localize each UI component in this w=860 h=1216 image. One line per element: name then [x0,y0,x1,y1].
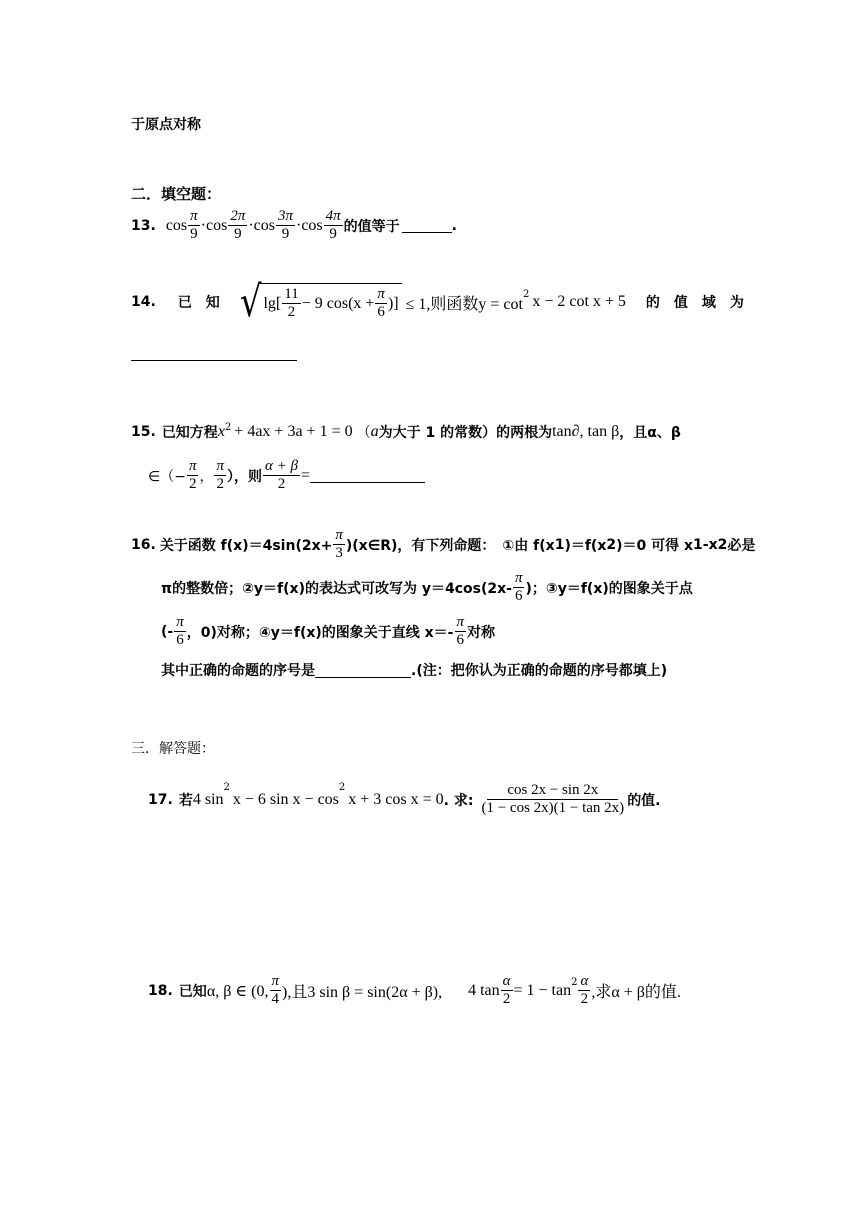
question-17 [148,782,661,817]
expression: 4 tan [468,981,500,999]
section-title-fill-blank: 二．填空题： [131,185,222,203]
radical-sign: √ [239,277,262,327]
subscript: 1 [554,536,565,553]
cos-text: cos [165,216,188,234]
paren: （ [356,425,371,441]
subscript: 2 [717,536,728,553]
lg-text: lg[ [263,294,282,312]
question-text: 的值. [627,792,661,809]
question-text: )；③y＝f(x)的图象关于点 [525,580,693,597]
fraction: $\frac{\pi}{3}$ [335,527,343,561]
question-number: 17. [148,791,173,808]
answer-blank[interactable] [315,663,411,678]
expression: α, β ∈ (0, [206,982,269,1000]
subscript: 1 [693,536,703,553]
comma: ， [199,468,214,485]
section-title-answer: 三．解答题： [131,741,215,757]
fraction: $\frac{\pi}{9}$ [190,208,198,242]
expression: x − 2 cot x + 5 [532,293,626,310]
expression: tan∂, tan β [552,423,620,440]
fraction: $\frac{4\pi}{9}$ [325,208,341,242]
period: . [451,217,457,234]
expression: − 9 cos(x + [301,294,375,312]
subscript: 2 [606,536,617,553]
fraction: $\frac{\alpha + \beta}{2}$ [264,458,298,492]
question-text: ，且α、β [619,425,681,441]
expression: = 1 − tan [513,981,572,999]
fraction: $\frac{\pi}{4}$ [271,973,280,1007]
question-16-line4 [161,660,667,680]
superscript: 2 [571,977,578,988]
equals: = [300,466,310,484]
fraction: $\frac{\alpha}{2}$ [580,973,589,1007]
question-number: 13. [131,217,156,234]
question-text: 已知 [178,983,207,1000]
question-text: 为大于 1 的常数）的两根为 [378,425,553,441]
question-text: )＝f(x [564,537,607,554]
superscript: 2 [223,782,230,793]
question-14 [131,277,744,327]
question-text: 其中正确的命题的序号是 [161,663,315,679]
continuation-text: 于原点对称 [131,117,201,133]
question-text: ），则 [226,468,262,485]
answer-blank[interactable] [402,218,452,233]
answer-blank[interactable] [310,468,425,483]
question-text: 的值等于 [343,218,400,235]
question-16-line3 [161,614,495,649]
superscript: 2 [522,289,530,300]
question-text: )＝0 可得 x [616,537,694,554]
fraction: $\frac{11}{2}$ [284,286,299,320]
sqrt-expression [239,277,402,327]
expression: + 4ax + 3a + 1 = 0 [234,423,353,440]
question-text: 关于函数 f(x)＝4sin(2x+ [159,537,333,554]
question-number: 15. [131,424,156,440]
dot: · [296,216,302,234]
cos-text: cos [205,216,228,234]
question-text: 已知方程 [161,425,218,441]
fraction: $\frac{\alpha}{2}$ [502,973,511,1007]
question-15-line1 [131,422,681,442]
question-16-line2 [161,570,693,605]
expression: x [217,423,225,440]
superscript: 2 [338,782,346,793]
fraction: $\frac{2\pi}{9}$ [230,208,246,242]
fraction: $\frac{\pi}{6}$ [176,614,184,648]
fraction: $\frac{\pi}{2}$ [188,458,197,492]
question-number: 14. [131,294,156,310]
dot: · [200,216,206,234]
question-text: 对称 [467,624,496,641]
expression: ,求α + β的值. [591,984,681,1001]
expression: ≤ 1,则函数y = cot [405,295,523,313]
expression: x − 6 sin x − cos [232,790,339,808]
question-text: .(注：把你认为正确的命题的序号都填上) [411,663,668,679]
variable: a [370,423,379,440]
question-text: 若 [178,792,193,809]
question-text: )(x∈R)，有下列命题： ①由 f(x [345,537,555,554]
bracket: )] [387,294,399,312]
question-text: 必是 [727,537,756,554]
cos-text: cos [253,216,275,234]
dot: · [248,216,254,234]
question-text: π的整数倍；②y＝f(x)的表达式可改写为 y＝4cos(2x- [161,580,512,597]
expression: x + 3 cos x = 0 [348,790,444,808]
question-text: ∈（− [148,468,186,485]
fraction: $\frac{\pi}{6}$ [456,614,465,648]
expression: 4 sin [192,790,224,808]
question-13 [131,208,457,243]
expression: ),且3 sin β = sin(2α + β), [282,984,443,1001]
fraction: $\frac{\pi}{6}$ [514,570,523,604]
question-text: . 求: [443,792,474,809]
fraction: $\frac{\cos 2x - \sin 2x}{(1 - \cos 2x)(1 - \tan 2x)}$ [481,782,625,816]
fraction: $\frac{3\pi}{9}$ [277,208,293,242]
fraction: $\frac{\pi}{6}$ [377,286,385,320]
question-text: ，0)对称；④y＝f(x)的图象关于直线 x＝- [186,624,454,641]
cos-text: cos [301,216,323,234]
question-16-line1 [131,527,755,562]
question-number: 18. [148,982,173,999]
question-text: 的 值 域 为 [645,295,744,311]
question-text: -x [702,536,718,553]
question-15-line2 [148,458,425,493]
answer-blank[interactable] [131,360,297,361]
question-text: (- [161,623,174,640]
question-18 [148,973,681,1008]
question-number: 16. [131,536,156,553]
question-text: 已 知 [177,295,220,311]
superscript: 2 [224,422,232,433]
fraction: $\frac{\pi}{2}$ [216,458,224,492]
